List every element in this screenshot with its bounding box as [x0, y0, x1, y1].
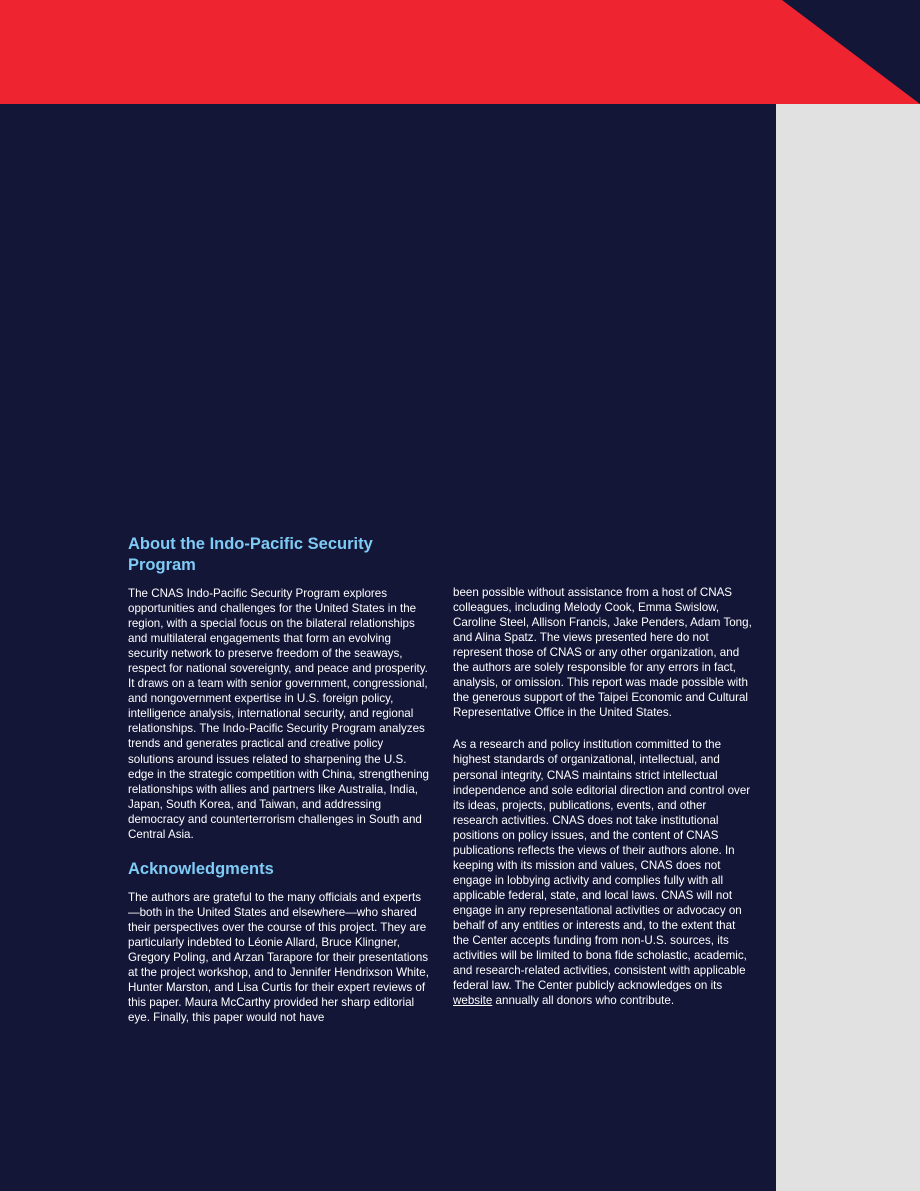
about-heading: About the Indo-Pacific Security Program: [128, 535, 373, 574]
policy-paragraph: [453, 737, 753, 1008]
website-link[interactable]: website: [453, 994, 493, 1008]
acknowledgments-heading: Acknowledgments: [128, 859, 274, 878]
top-corner-triangle: [782, 0, 920, 104]
acknowledgments-body: The authors are grateful to the many officials and experts—both in the United States and elsewhere—who shared their perspectives over the course of this project. They are particularly indebted to Léonie Allard, Bruce Klingner, Gregory Poling, and Arzan Tarapore for their presentations at the project workshop, and to Jennifer Hendrixson White, Hunter Marston, and Lisa Curtis for their expert reviews of this paper. Maura McCarthy provided her sharp editorial eye. Finally, this paper would not have: [128, 890, 429, 1025]
policy-tail: annually all donors who contribute.: [495, 994, 675, 1008]
policy-body: As a research and policy institution committed to the highest standards of organizational, intellectual, and personal integrity, CNAS maintains strict intellectual independence and sole editorial direction and control over its ideas, projects, publications, events, and other research activities. CNAS does not take institutional positions on policy issues, and the content of CNAS publications reflects the views of their authors alone. In keeping with its mission and values, CNAS does not engage in lobbying activity and complies fully with all applicable federal, state, and local laws. CNAS will not engage in any representational activities or advocacy on behalf of any entities or interests and, to the extent that the Center accepts funding from non-U.S. sources, its activities will be limited to bona fide scholastic, academic, and research-related activities, consistent with applicable federal law. The Center publicly acknowledges on its: [453, 738, 751, 993]
left-column: [128, 534, 430, 1025]
right-column: [453, 585, 753, 1008]
acknowledgments-continued: been possible without assistance from a host of CNAS colleagues, including Melody Cook, Emma Swislow, Caroline Steel, Allison Francis, Jake Penders, Adam Tong, and Alina Spatz. The views presented here do not represent those of CNAS or any other organization, and the authors are solely responsible for any errors in fact, analysis, or omission. This report was made possible with the generous support of the Taipei Economic and Cultural Representative Office in the United States.: [453, 586, 752, 720]
side-gray-panel: [776, 104, 920, 1191]
about-body: The CNAS Indo-Pacific Security Program explores opportunities and challenges for the United States in the region, with a special focus on the bilateral relationships and multilateral engagements that form an evolving security network to preserve freedom of the seaways, respect for national sovereignty, and peace and prosperity. It draws on a team with senior government, congressional, and nongovernment expertise in U.S. foreign policy, intelligence analysis, international security, and regional relationships. The Indo-Pacific Security Program analyzes trends and generates practical and creative policy solutions around issues related to sharpening the U.S. edge in the strategic competition with China, strengthening relationships with allies and partners like Australia, India, Japan, South Korea, and Taiwan, and addressing democracy and counterterrorism challenges in South and Central Asia.: [128, 587, 429, 841]
